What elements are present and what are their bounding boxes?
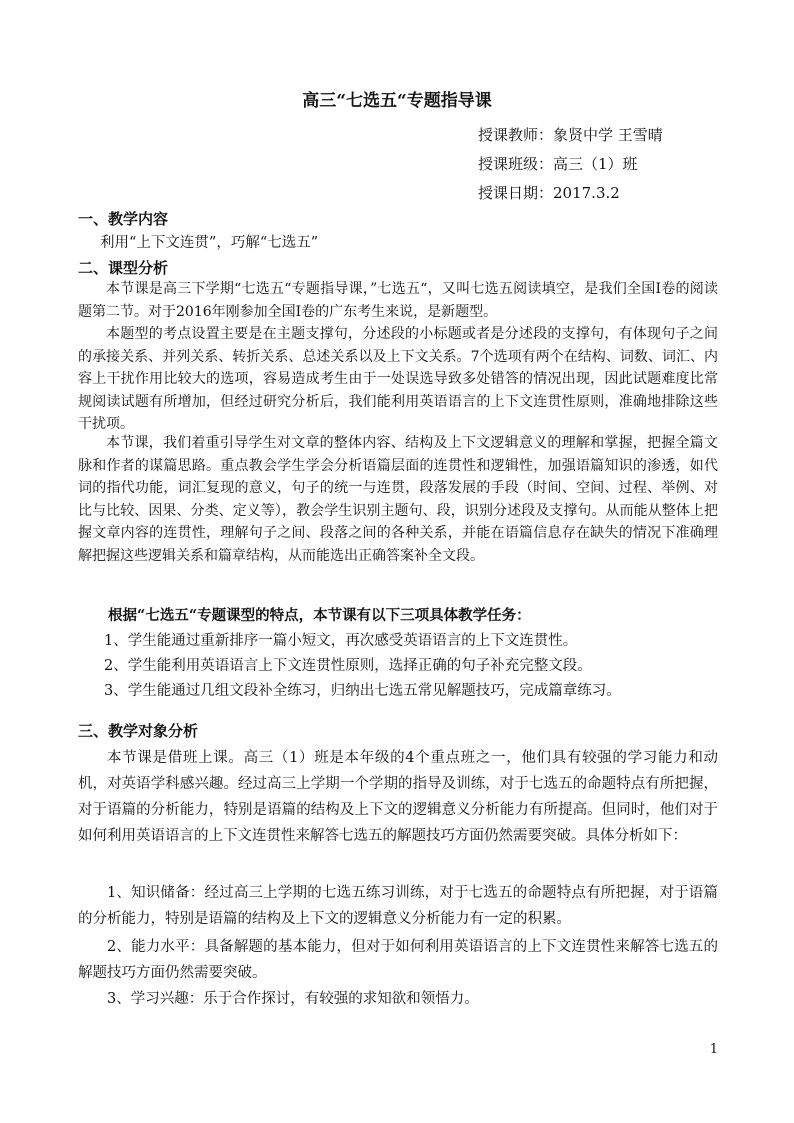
class-info: 授课班级：高三（1）班 <box>478 155 638 173</box>
date-info: 授课日期：2017.3.2 <box>478 184 620 202</box>
teacher-info: 授课教师：象贤中学 王雪晴 <box>478 126 663 144</box>
section-content-text: 利用“上下文连贯”，巧解“七选五” <box>100 235 319 251</box>
section-heading-content: 一、教学内容 <box>78 210 169 228</box>
task-item-3: 3、学生能通过几组文段补全练习，归纳出七选五常见解题技巧，完成篇章练习。 <box>104 683 621 699</box>
section-heading-student-analysis: 三、教学对象分析 <box>78 722 199 740</box>
student-analysis-interest: 3、学习兴趣：乐于合作探讨，有较强的求知欲和领悟力。 <box>107 991 479 1007</box>
student-analysis-knowledge: 1、知识储备：经过高三上学期的七选五练习训练，对于七选五的命题特点有所把握，对于语篇的分析能力，特别是语篇的结构及上下文的逻辑意义分析能力有一定的积累。 <box>78 885 718 927</box>
page-number: 1 <box>709 1042 718 1057</box>
tasks-heading: 根据“七选五“专题课型的特点，本节课有以下三项具体教学任务： <box>108 607 531 624</box>
section-heading-lesson-analysis: 二、课型分析 <box>78 259 169 277</box>
student-analysis-ability: 2、能力水平：具备解题的基本能力，但对于如何利用英语语言的上下文连贯性来解答七选五的解题技巧方面仍然需要突破。 <box>78 939 718 981</box>
lesson-analysis-paragraph-2: 本题型的考点设置主要是在主题支撑句，分述段的小标题或者是分述段的支撑句，有体现句子之间的承接关系、并列关系、转折关系、总述关系以及上下文关系。7个选项有两个在结构、词数、词汇、内容上干扰作用比较大的选项，容易造成考生由于一处误选导致多处错答的情况出现，因此试题难度比常规阅读试题有所增加，但经过研究分析后，我们能利用英语语言的上下文连贯性原则，准确地排除这些干扰项。 <box>78 326 718 432</box>
page-title: 高三“七选五“专题指导课 <box>302 91 492 111</box>
student-analysis-paragraph-1: 本节课是借班上课。高三（1）班是本年级的4个重点班之一，他们具有较强的学习能力和动机，对英语学科感兴趣。经过高三上学期一个学期的指导及训练，对于七选五的命题特点有所把握，对于语篇的分析能力，特别是语篇的结构及上下文的逻辑意义分析能力有所提高。但同时，他们对于如何利用英语语言的上下文连贯性来解答七选五的解题技巧方面仍然需要突破。具体分析如下： <box>78 750 718 844</box>
lesson-analysis-paragraph-1: 本节课是高三下学期“七选五“专题指导课，”七选五“，又叫七选五阅读填空，是我们全国Ⅰ卷的阅读题第二节。对于2016年刚参加全国Ⅰ卷的广东考生来说，是新题型。 <box>78 281 718 320</box>
task-item-1: 1、学生能通过重新排序一篇小短文，再次感受英语语言的上下文连贯性。 <box>104 633 578 649</box>
task-item-2: 2、学生能利用英语语言上下文连贯性原则，选择正确的句子补充完整文段。 <box>104 658 592 674</box>
lesson-analysis-paragraph-3: 本节课，我们着重引导学生对文章的整体内容、结构及上下文逻辑意义的理解和掌握，把握全篇文脉和作者的谋篇思路。重点教会学生学会分析语篇层面的连贯性和逻辑性，加强语篇知识的渗透，如代词的指代功能，词汇复现的意义，句子的统一与连贯，段落发展的手段（时间、空间、过程、举例、对比与比较、因果、分类、定义等），教会学生识别主题句、段，识别分述段及支撑句。从而能从整体上把握文章内容的连贯性，理解句子之间、段落之间的各种关系，并能在语篇信息存在缺失的情况下准确理解把握这些逻辑关系和篇章结构，从而能选出正确答案补全文段。 <box>78 435 718 564</box>
